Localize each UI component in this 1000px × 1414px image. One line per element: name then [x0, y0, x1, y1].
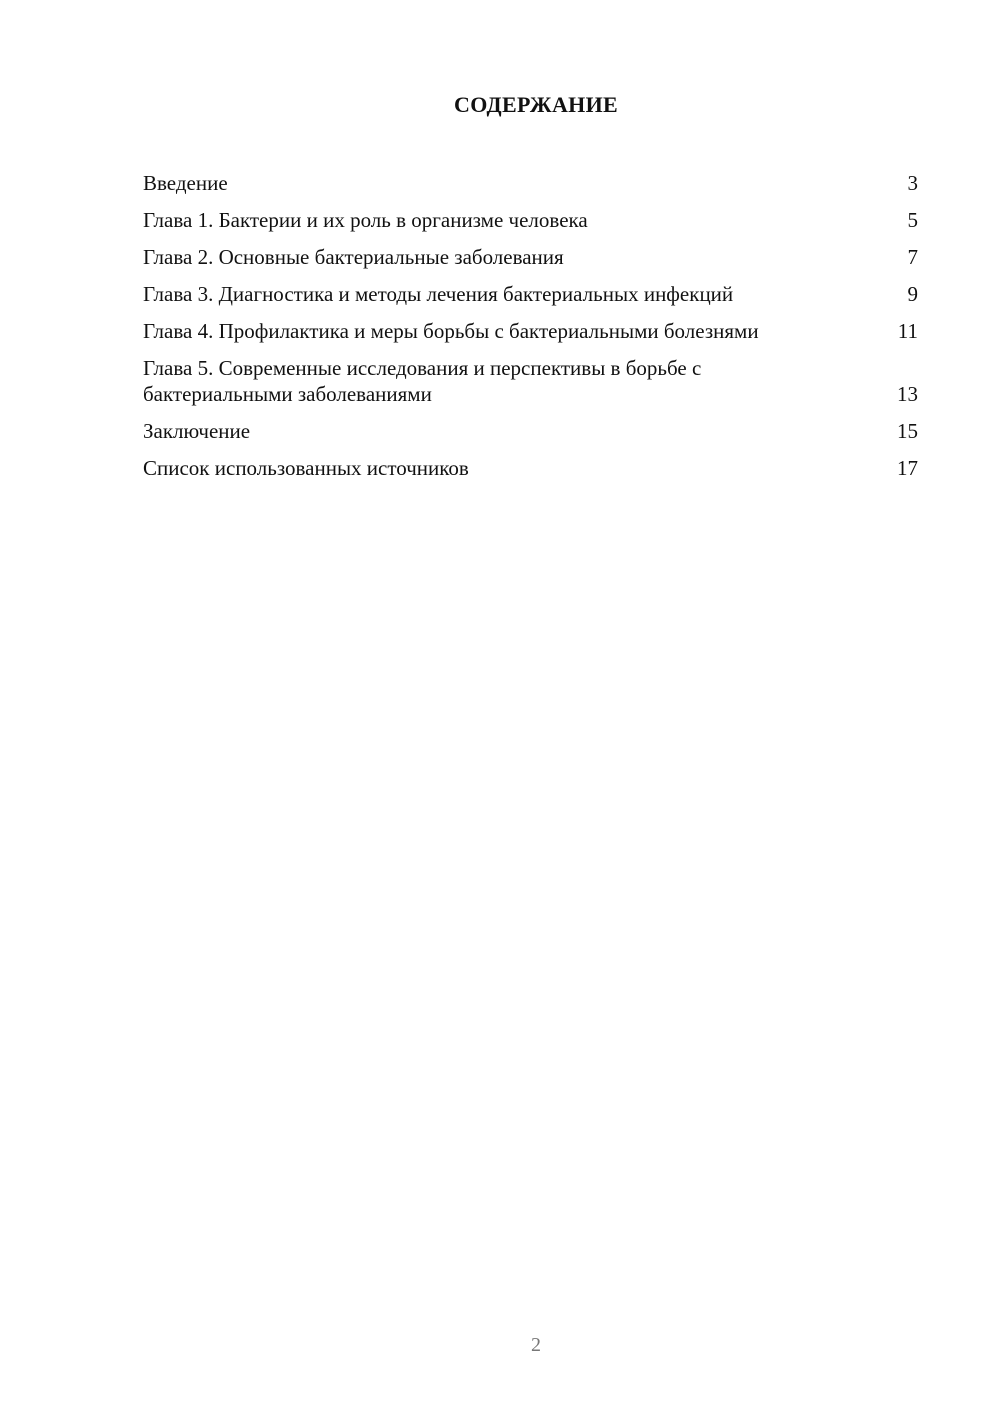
toc-item-text: Глава 2. Основные бактериальные заболевания	[143, 245, 564, 269]
toc-item-page: 7	[907, 245, 918, 269]
toc-item-references	[143, 455, 918, 481]
toc-item-chapter-4	[143, 318, 918, 344]
toc-item-text: Заключение	[143, 419, 251, 443]
page-number: 2	[531, 1334, 541, 1356]
toc-item-page: 17	[897, 456, 918, 480]
toc-item-page: 11	[897, 319, 918, 343]
toc-item-introduction	[143, 170, 918, 196]
toc-item-text: Глава 5. Современные исследования и перспективы в борьбе с бактериальными заболеваниями	[143, 356, 702, 406]
toc-item-page: 9	[907, 282, 918, 306]
toc-item-text: Глава 4. Профилактика и меры борьбы с бактериальными болезнями	[143, 319, 759, 343]
toc-item-text: Введение	[143, 171, 228, 195]
toc-item-page: 15	[897, 419, 918, 443]
toc-item-page: 3	[907, 171, 918, 195]
toc-item-text: Список использованных источников	[143, 456, 469, 480]
toc-item-chapter-5	[143, 355, 918, 407]
toc-item-text: Глава 3. Диагностика и методы лечения бактериальных инфекций	[143, 282, 734, 306]
toc-item-text: Глава 1. Бактерии и их роль в организме человека	[143, 208, 588, 232]
page-title: СОДЕРЖАНИЕ	[454, 92, 618, 117]
toc-item-chapter-2	[143, 244, 918, 270]
toc-item-chapter-3	[143, 281, 918, 307]
toc-item-conclusion	[143, 418, 918, 444]
toc-item-page: 13	[897, 382, 918, 406]
table-of-contents	[143, 170, 918, 492]
toc-item-chapter-1	[143, 207, 918, 233]
toc-item-page: 5	[907, 208, 918, 232]
